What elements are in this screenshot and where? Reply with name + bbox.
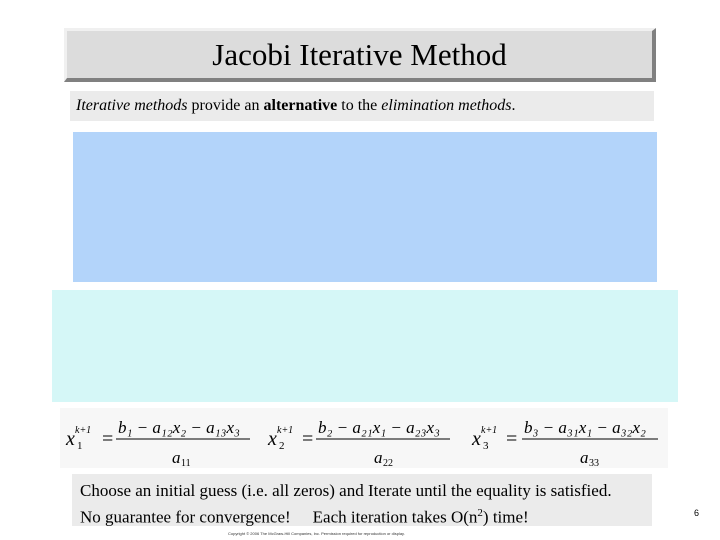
eq1-lhs-sup: k+1 <box>75 425 92 436</box>
eq3-numerator: b₃ − a₃₁x₁ − a₃₂x₂ <box>524 418 646 437</box>
note-iteration-cost: Each iteration takes O(n <box>312 507 478 527</box>
eq1-equals: = <box>102 428 114 450</box>
equation-x3 <box>471 418 658 468</box>
note-exponent: 2 <box>477 507 483 519</box>
note-time: ) time! <box>482 507 529 527</box>
slide-title-box <box>64 28 656 82</box>
eq1-lhs: x <box>66 428 75 450</box>
blue-content-panel <box>73 132 657 282</box>
eq3-denominator: a <box>580 448 589 467</box>
intro-iterative-methods: Iterative methods <box>76 97 188 114</box>
intro-to-the: to the <box>337 97 382 114</box>
slide-title: Jacobi Iterative Method <box>212 36 507 72</box>
eq1-denominator: a <box>172 448 181 467</box>
eq1-denominator-sub: 11 <box>181 458 191 468</box>
intro-period: . <box>511 97 516 114</box>
equation-x2 <box>267 418 450 468</box>
eq3-equals: = <box>506 428 518 450</box>
eq3-lhs: x <box>472 428 481 450</box>
intro-alternative: alternative <box>263 97 338 114</box>
note-line-2 <box>80 502 652 529</box>
note-line-1: Choose an initial guess (i.e. all zeros) and Iterate until the equality is satisfied. <box>80 481 612 500</box>
note-no-guarantee: No guarantee for convergence! <box>80 507 291 527</box>
copyright-notice: Copyright © 2006 The McGraw-Hill Companies, Inc. Permission required for reproduction or display. <box>228 531 405 536</box>
jacobi-equations <box>60 408 668 468</box>
eq3-lhs-sup: k+1 <box>481 425 498 436</box>
equations-svg <box>60 408 668 468</box>
eq2-lhs-sup: k+1 <box>277 425 294 436</box>
eq2-equals: = <box>302 428 314 450</box>
eq1-lhs-sub: 1 <box>77 440 83 452</box>
eq2-denominator-sub: 22 <box>383 458 393 468</box>
eq2-denominator: a <box>374 448 383 467</box>
eq3-lhs-sub: 3 <box>483 440 489 452</box>
intro-text <box>70 91 654 121</box>
intro-provide-an: provide an <box>187 97 264 114</box>
intro-elimination-methods: elimination methods <box>381 97 512 114</box>
page-number: 6 <box>694 508 700 518</box>
eq2-numerator: b₂ − a₂₁x₁ − a₂₃x₃ <box>318 418 440 437</box>
eq1-numerator: b₁ − a₁₂x₂ − a₁₃x₃ <box>118 418 240 437</box>
eq2-lhs-sub: 2 <box>279 440 285 452</box>
convergence-note <box>72 474 652 526</box>
eq3-denominator-sub: 33 <box>589 458 599 468</box>
cyan-content-panel <box>52 290 678 402</box>
equation-x1 <box>65 418 250 468</box>
eq2-lhs: x <box>268 428 277 450</box>
